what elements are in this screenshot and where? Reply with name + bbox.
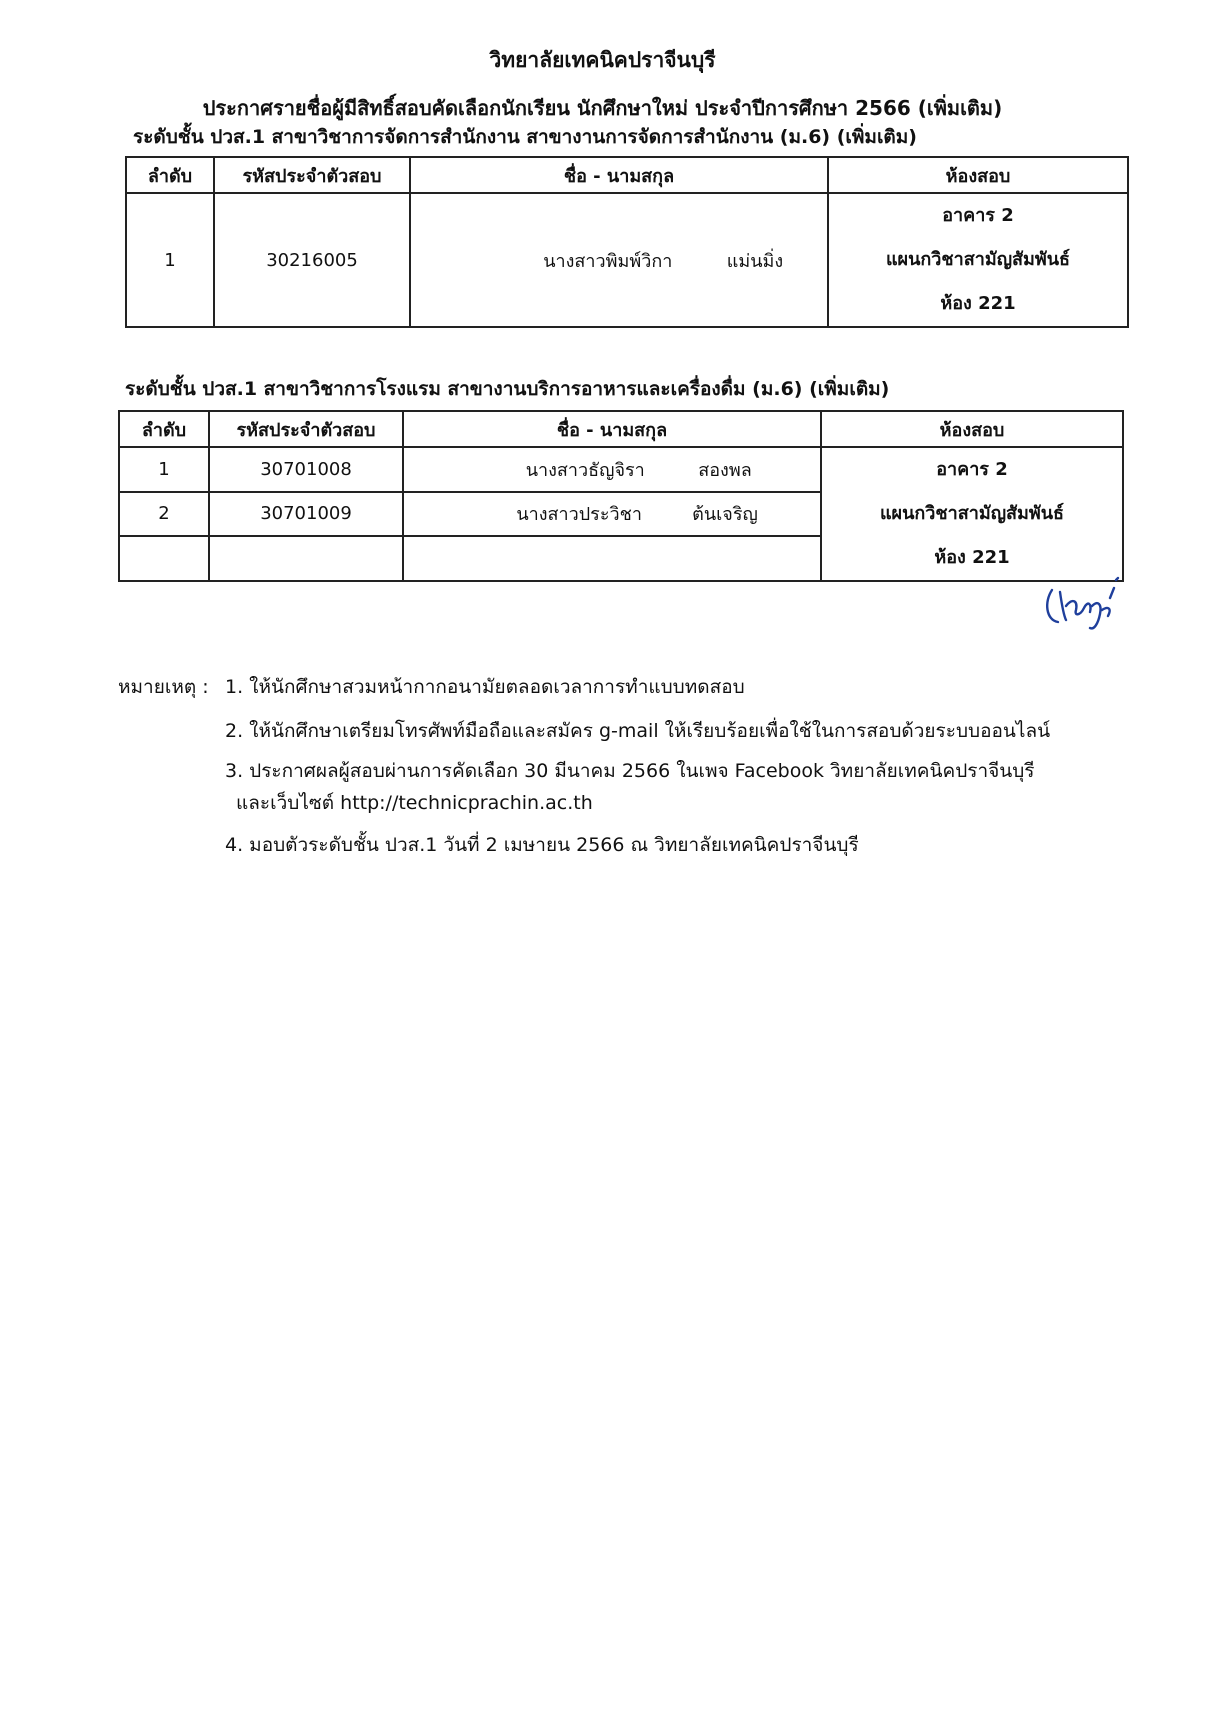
family-name: ต้นเจริญ — [692, 504, 758, 526]
family-name: สองพล — [698, 459, 752, 481]
row-name — [403, 447, 821, 492]
roster-table — [125, 156, 1129, 328]
empty-cell — [119, 536, 209, 581]
header-order: ลำดับ — [119, 411, 209, 447]
signature-stroke — [1047, 578, 1118, 628]
note-item: 1. ให้นักศึกษาสวมหน้ากากอนามัยตลอดเวลาการทำแบบทดสอบ — [225, 676, 745, 698]
table-row — [126, 193, 1128, 327]
note-item: 3. ประกาศผลผู้สอบผ่านการคัดเลือก 30 มีนาคม 2566 ในเพจ Facebook วิทยาลัยเทคนิคปราจีนบุรี — [225, 760, 1035, 782]
given-name: นางสาวธัญจิรา — [525, 459, 645, 481]
note-item: 2. ให้นักศึกษาเตรียมโทรศัพท์มือถือและสมัคร g-mail ให้เรียบร้อยเพื่อใช้ในการสอบด้วยระบบออนไลน์ — [225, 720, 1051, 742]
header-exam-id: รหัสประจำตัวสอบ — [209, 411, 403, 447]
row-exam-id: 30216005 — [214, 193, 410, 327]
room-department: แผนกวิชาสามัญสัมพันธ์ — [879, 503, 1065, 524]
room-building: อาคาร 2 — [936, 459, 1008, 480]
empty-cell — [403, 536, 821, 581]
empty-cell — [209, 536, 403, 581]
section-heading: ระดับชั้น ปวส.1 สาขาวิชาการโรงแรม สาขางานบริการอาหารและเครื่องดื่ม (ม.6) (เพิ่มเติม) — [125, 378, 890, 400]
room-number: ห้อง 221 — [934, 547, 1010, 568]
row-name — [410, 193, 828, 327]
room-building: อาคาร 2 — [942, 205, 1014, 226]
table-header-row — [119, 411, 1123, 447]
header-exam-id: รหัสประจำตัวสอบ — [214, 157, 410, 193]
note-item-continuation: และเว็บไซต์ http://technicprachin.ac.th — [236, 792, 593, 814]
notes-label: หมายเหตุ : — [118, 676, 209, 698]
announcement-title: ประกาศรายชื่อผู้มีสิทธิ์สอบคัดเลือกนักเรียน นักศึกษาใหม่ ประจำปีการศึกษา 2566 (เพิ่มเติม) — [202, 96, 1003, 120]
given-name: นางสาวพิมพ์วิกา — [543, 250, 673, 272]
room-number: ห้อง 221 — [940, 293, 1016, 314]
header-name: ชื่อ - นามสกุล — [403, 411, 821, 447]
row-name — [403, 492, 821, 537]
table-header-row — [126, 157, 1128, 193]
signature-mark — [1040, 570, 1130, 634]
header-room: ห้องสอบ — [821, 411, 1123, 447]
row-exam-id: 30701009 — [209, 492, 403, 537]
room-cell — [828, 193, 1128, 327]
room-cell — [821, 447, 1123, 581]
section-heading: ระดับชั้น ปวส.1 สาขาวิชาการจัดการสำนักงาน สาขางานการจัดการสำนักงาน (ม.6) (เพิ่มเติม) — [133, 126, 917, 148]
room-department: แผนกวิชาสามัญสัมพันธ์ — [885, 249, 1071, 270]
row-order: 1 — [119, 447, 209, 492]
note-item: 4. มอบตัวระดับชั้น ปวส.1 วันที่ 2 เมษายน 2566 ณ วิทยาลัยเทคนิคปราจีนบุรี — [225, 834, 859, 856]
header-name: ชื่อ - นามสกุล — [410, 157, 828, 193]
header-order: ลำดับ — [126, 157, 214, 193]
roster-table — [118, 410, 1124, 582]
table-row — [119, 447, 1123, 492]
header-room: ห้องสอบ — [828, 157, 1128, 193]
given-name: นางสาวประวิชา — [516, 504, 642, 526]
row-order: 2 — [119, 492, 209, 537]
college-title: วิทยาลัยเทคนิคปราจีนบุรี — [489, 48, 716, 72]
row-exam-id: 30701008 — [209, 447, 403, 492]
row-order: 1 — [126, 193, 214, 327]
family-name: แม่นมิ่ง — [726, 250, 784, 272]
